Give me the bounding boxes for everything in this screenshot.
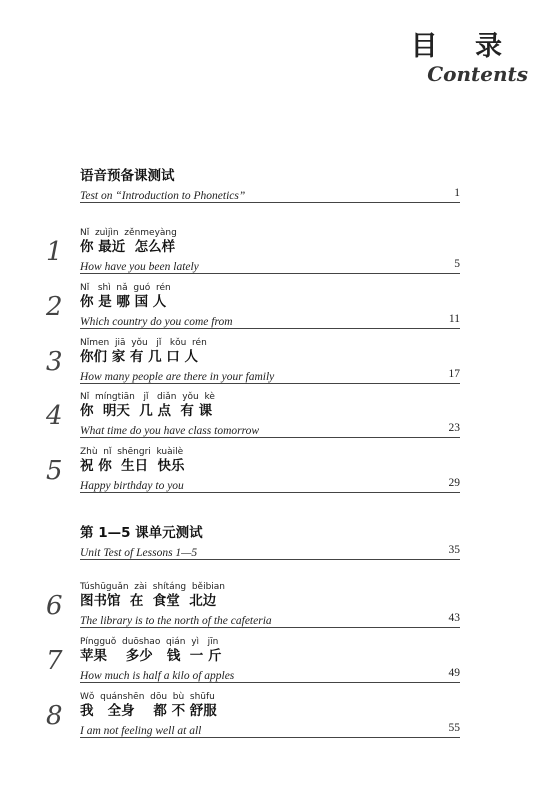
lesson-number: 7 — [46, 646, 63, 676]
toc-entry-lesson-6[interactable] — [46, 581, 460, 628]
entry-row — [80, 366, 460, 384]
entry-title-chinese: 你们 家 有 几 口 人 — [80, 349, 198, 365]
entry-title-chinese: 你 最近 怎么样 — [80, 239, 176, 255]
entry-title-chinese: 我 全身 都 不 舒服 — [80, 703, 217, 719]
lesson-number: 8 — [46, 701, 63, 731]
toc-entry-lesson-2[interactable] — [46, 282, 460, 329]
lesson-number: 5 — [46, 456, 63, 486]
entry-page-number: 49 — [448, 667, 460, 679]
entry-pinyin: Zhù nǐ shēngri kuàilè — [80, 447, 184, 457]
entry-page-number: 55 — [448, 722, 460, 734]
entry-title-english: What time do you have class tomorrow — [80, 425, 260, 437]
toc-entry-phonetics-test[interactable] — [80, 168, 460, 203]
entry-title-english: I am not feeling well at all — [80, 725, 202, 737]
entry-title-english: Test on “Introduction to Phonetics” — [80, 190, 246, 202]
entry-row — [80, 475, 460, 493]
lesson-number: 6 — [46, 591, 63, 621]
contents-title-english: Contents — [427, 62, 528, 86]
entry-pinyin: Nǐ míngtiān jǐ diǎn yǒu kè — [80, 392, 215, 402]
entry-title-english: How have you been lately — [80, 261, 199, 273]
entry-title-english: Unit Test of Lessons 1—5 — [80, 547, 198, 559]
entry-pinyin: Nǐ zuìjìn zěnmeyàng — [80, 228, 177, 238]
entry-title-english: The library is to the north of the cafeteria — [80, 615, 272, 627]
toc-entry-unit-test-1-5[interactable] — [80, 525, 460, 560]
toc-entry-lesson-4[interactable] — [46, 391, 460, 438]
entry-title-chinese: 你 是 哪 国 人 — [80, 294, 167, 310]
entry-title-chinese: 你 明天 几 点 有 课 — [80, 403, 213, 419]
entry-pinyin: Túshūguǎn zài shítáng běibian — [80, 582, 226, 592]
entry-page-number: 17 — [448, 368, 460, 380]
toc-entry-lesson-7[interactable] — [46, 636, 460, 683]
entry-title-english: How many people are there in your family — [80, 371, 275, 383]
toc-entry-lesson-1[interactable] — [46, 227, 460, 274]
entry-row — [80, 542, 460, 560]
entry-title-chinese: 图书馆 在 食堂 北边 — [80, 593, 217, 609]
entry-page-number: 29 — [448, 477, 460, 489]
entry-row — [80, 665, 460, 683]
entry-title-english: How much is half a kilo of apples — [80, 670, 235, 682]
toc-entry-lesson-5[interactable] — [46, 446, 460, 493]
lesson-number: 4 — [46, 401, 63, 431]
entry-title-chinese: 语音预备课测试 — [80, 168, 175, 184]
entry-row — [80, 420, 460, 438]
toc-entry-lesson-8[interactable] — [46, 691, 460, 738]
entry-row — [80, 610, 460, 628]
entry-page-number: 11 — [448, 313, 460, 325]
entry-page-number: 5 — [454, 258, 460, 270]
entry-row — [80, 256, 460, 274]
toc-entry-lesson-3[interactable] — [46, 337, 460, 384]
lesson-number: 3 — [46, 347, 63, 377]
entry-row — [80, 185, 460, 203]
contents-title-chinese: 目 录 — [410, 31, 516, 62]
lesson-number: 2 — [46, 292, 63, 322]
entry-page-number: 35 — [448, 544, 460, 556]
entry-title-english: Happy birthday to you — [80, 480, 184, 492]
entry-page-number: 1 — [454, 187, 460, 199]
entry-title-chinese: 苹果 多少 钱 一 斤 — [80, 648, 222, 664]
entry-pinyin: Wǒ quánshēn dōu bù shūfu — [80, 692, 215, 702]
entry-pinyin: Nǐmen jiā yǒu jǐ kǒu rén — [80, 338, 207, 348]
entry-page-number: 43 — [448, 612, 460, 624]
entry-title-chinese: 祝 你 生日 快乐 — [80, 458, 185, 474]
entry-row — [80, 311, 460, 329]
entry-title-chinese: 第 1—5 课单元测试 — [80, 525, 203, 541]
entry-pinyin: Píngguǒ duōshao qián yì jīn — [80, 637, 219, 647]
entry-row — [80, 720, 460, 738]
lesson-number: 1 — [46, 237, 63, 267]
entry-title-english: Which country do you come from — [80, 316, 233, 328]
entry-page-number: 23 — [448, 422, 460, 434]
entry-pinyin: Nǐ shì nǎ guó rén — [80, 283, 171, 293]
